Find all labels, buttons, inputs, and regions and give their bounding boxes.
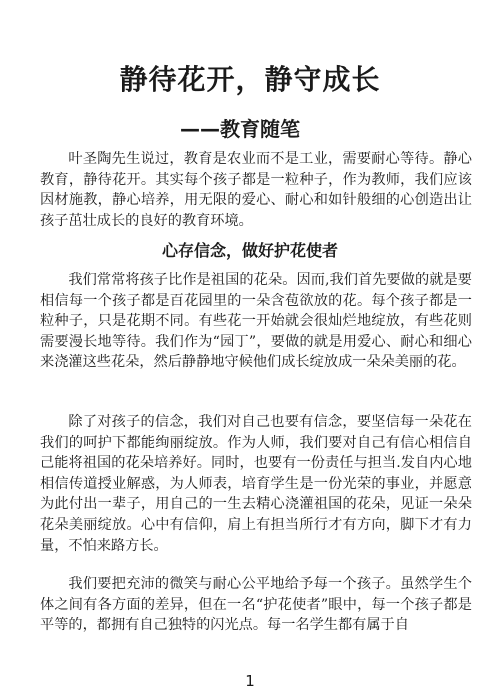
page-title: 静待花开，静守成长 bbox=[119, 63, 381, 96]
paragraph-body: 我们要把充沛的微笑与耐心公平地给予每一个孩子。虽然学生个体之间有各方面的差异，但在一名“护花使者”眼中，每一个孩子都是平等的，都拥有自己独特的闪光点。每一名学生都有属于自 bbox=[40, 576, 472, 634]
paragraph-body: 除了对孩子的信念，我们对自己也要有信念，要坚信每一朵花在我们的呵护下都能绚丽绽放。作为人师，我们要对自己有信心相信自己能将祖国的花朵培养好。同时，也要有一份责任与担当.发自内心地相信传道授业解惑，为人师表，培育学生是一份光荣的事业，并愿意为此付出一辈子，用自己的一生去精心浇灌祖国的花朵，见证一朵朵花朵美丽绽放。心中有信仰，肩上有担当所行才有方向，脚下才有力量，不怕来路方长。 bbox=[40, 414, 472, 554]
paragraph-body: 我们常常将孩子比作是祖国的花朵。因而,我们首先要做的就是要相信每一个孩子都是百花园里的一朵含苞欲放的花。每个孩子都是一粒种子，只是花期不同。有些花一开始就会很灿烂地绽放，有些花则需要漫长地等待。我们作为“园丁”，要做的就是用爱心、耐心和细心来浇灌这些花朵，然后静静地守候他们成长绽放成一朵朵美丽的花。 bbox=[40, 272, 472, 371]
section-heading: 心存信念，做好护花使者 bbox=[161, 241, 338, 260]
page-subtitle: ——教育随笔 bbox=[180, 117, 300, 141]
page-number: 1 bbox=[245, 672, 255, 690]
paragraph-intro: 叶圣陶先生说过，教育是农业而不是工业，需要耐心等待。静心教育，静待花开。其实每个孩子都是一粒种子，作为教师，我们应该因材施教，静心培养，用无限的爱心、耐心和如针般细的心创造出让孩子茁壮成长的良好的教育环境。 bbox=[40, 151, 472, 229]
